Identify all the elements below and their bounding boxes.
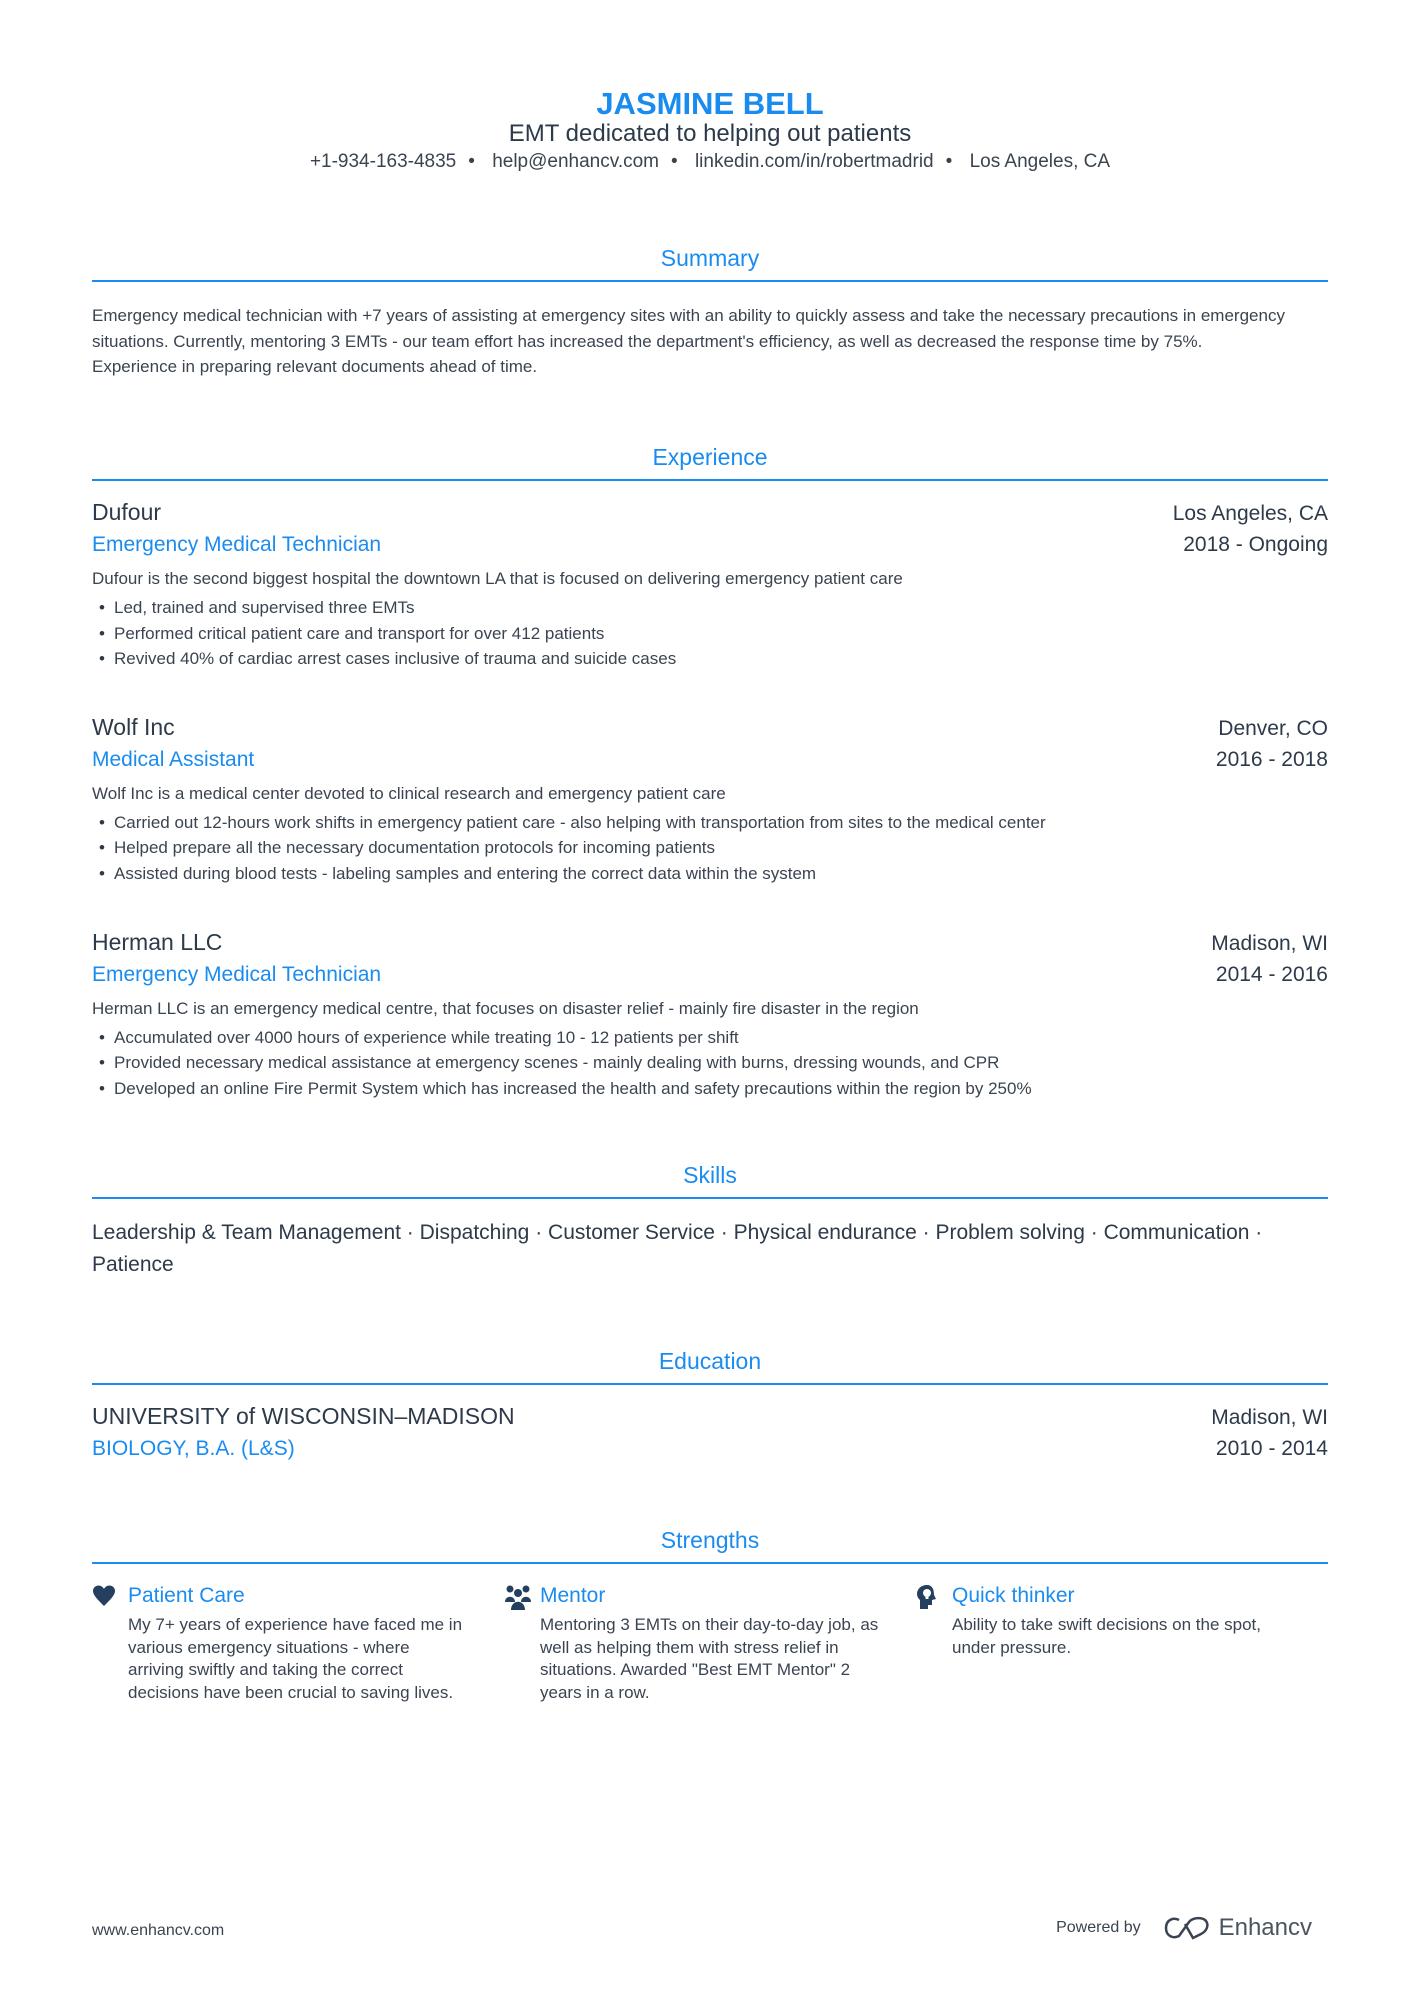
company-name: Herman LLC — [92, 928, 223, 955]
section-heading: Experience — [92, 444, 1328, 481]
strength-title: Mentor — [540, 1584, 606, 1607]
strength-text: My 7+ years of experience have faced me in various emergency situations - where arriving swiftly and taking the correct decisions have been crucial to saving lives. — [128, 1615, 463, 1702]
achievement-item: • Revived 40% of cardiac arrest cases inclusive of trauma and suicide cases — [92, 646, 1328, 672]
linkedin[interactable]: linkedin.com/in/robertmadrid — [694, 151, 934, 172]
experience-item — [92, 927, 1328, 1102]
users-icon — [504, 1582, 540, 1704]
skills-text: Leadership & Team Management · Dispatching · Customer Service · Physical endurance · Problem solving · Communication · Patience — [92, 1221, 1263, 1276]
enhancv-logo — [1163, 1914, 1312, 1942]
school-name: UNIVERSITY of WISCONSIN–MADISON — [92, 1403, 515, 1429]
company-description: Wolf Inc is a medical center devoted to clinical research and emergency patient care — [92, 783, 726, 803]
candidate-title: EMT dedicated to helping out patients — [508, 120, 912, 147]
strength-title: Patient Care — [128, 1584, 245, 1607]
job-role: Emergency Medical Technician — [92, 533, 382, 556]
section-heading: Strengths — [92, 1527, 1328, 1564]
achievement-item: • Provided necessary medical assistance at emergency scenes - mainly dealing with burns, dressing wounds, and CPR — [92, 1050, 1328, 1076]
location: Los Angeles, CA — [969, 151, 1111, 172]
achievement-item: • Assisted during blood tests - labeling samples and entering the correct data within the system — [92, 861, 1328, 887]
strength-text: Ability to take swift decisions on the spot, under pressure. — [952, 1615, 1261, 1657]
degree: BIOLOGY, B.A. (L&S) — [92, 1437, 295, 1460]
job-role: Medical Assistant — [92, 747, 255, 771]
experience-section — [92, 444, 1328, 1101]
achievement-list — [92, 810, 1328, 887]
job-role: Emergency Medical Technician — [92, 962, 382, 986]
section-heading: Skills — [92, 1162, 1328, 1199]
powered-by — [1056, 1914, 1312, 1942]
company-description: Herman LLC is an emergency medical centre, that focuses on disaster relief - mainly fire disaster in the region — [92, 998, 919, 1018]
summary-text: Emergency medical technician with +7 years of assisting at emergency sites with an ability to quickly assess and take the necessary precautions in emergency situations. Currently, mentoring 3 EMTs - our team effort has increased the department's efficiency, as well as decreased the response time by 75%. Experience in preparing relevant documents ahead of time. — [92, 306, 1285, 377]
achievement-list — [92, 595, 1328, 672]
experience-item — [92, 497, 1328, 672]
experience-item — [92, 712, 1328, 887]
strengths-section — [92, 1527, 1328, 1704]
head-lightbulb-icon — [916, 1582, 952, 1704]
powered-by-label: Powered by — [1056, 1919, 1141, 1936]
contact-info: +1-934-163-4835 • help@enhancv.com • linkedin.com/in/robertmadrid • Los Angeles, CA — [309, 151, 1111, 172]
section-heading: Education — [92, 1348, 1328, 1385]
phone: +1-934-163-4835 — [309, 151, 457, 172]
school-location: Madison, WI — [1211, 1406, 1328, 1429]
strength-item — [916, 1582, 1328, 1704]
footer-website[interactable]: www.enhancv.com — [92, 1922, 225, 1939]
job-dates: 2018 - Ongoing — [1183, 533, 1328, 556]
section-heading: Summary — [92, 245, 1328, 282]
skills-section — [92, 1162, 1328, 1281]
job-dates: 2014 - 2016 — [1215, 962, 1328, 986]
achievement-list — [92, 1025, 1328, 1102]
job-dates: 2016 - 2018 — [1215, 747, 1328, 771]
brand-name: Enhancv — [1218, 1914, 1312, 1941]
achievement-item: • Developed an online Fire Permit System which has increased the health and safety precautions within the region by 250% — [92, 1076, 1328, 1102]
achievement-item: • Accumulated over 4000 hours of experience while treating 10 - 12 patients per shift — [92, 1025, 1328, 1051]
achievement-item: • Led, trained and supervised three EMTs — [92, 595, 1328, 621]
strength-item — [504, 1582, 916, 1704]
company-name: Wolf Inc — [92, 713, 175, 740]
summary-section — [92, 245, 1328, 380]
company-name: Dufour — [92, 499, 162, 525]
heart-icon — [92, 1582, 128, 1704]
email[interactable]: help@enhancv.com — [492, 151, 660, 172]
strength-title: Quick thinker — [952, 1584, 1075, 1607]
strength-item — [92, 1582, 504, 1704]
enhancv-logo-icon — [1163, 1916, 1211, 1940]
job-location: Denver, CO — [1218, 716, 1328, 740]
strength-text: Mentoring 3 EMTs on their day-to-day job, as well as helping them with stress relief in situations. Awarded "Best EMT Mentor" 2 years in a row. — [540, 1615, 879, 1702]
candidate-name: JASMINE BELL — [596, 86, 824, 121]
achievement-item: • Helped prepare all the necessary documentation protocols for incoming patients — [92, 835, 1328, 861]
job-location: Los Angeles, CA — [1172, 502, 1328, 525]
achievement-item: • Performed critical patient care and transport for over 412 patients — [92, 621, 1328, 647]
achievement-item: • Carried out 12-hours work shifts in emergency patient care - also helping with transportation from sites to the medical center — [92, 810, 1328, 836]
education-section — [92, 1348, 1328, 1464]
company-description: Dufour is the second biggest hospital the downtown LA that is focused on delivering emergency patient care — [92, 569, 903, 588]
education-dates: 2010 - 2014 — [1215, 1437, 1328, 1460]
job-location: Madison, WI — [1211, 931, 1328, 955]
